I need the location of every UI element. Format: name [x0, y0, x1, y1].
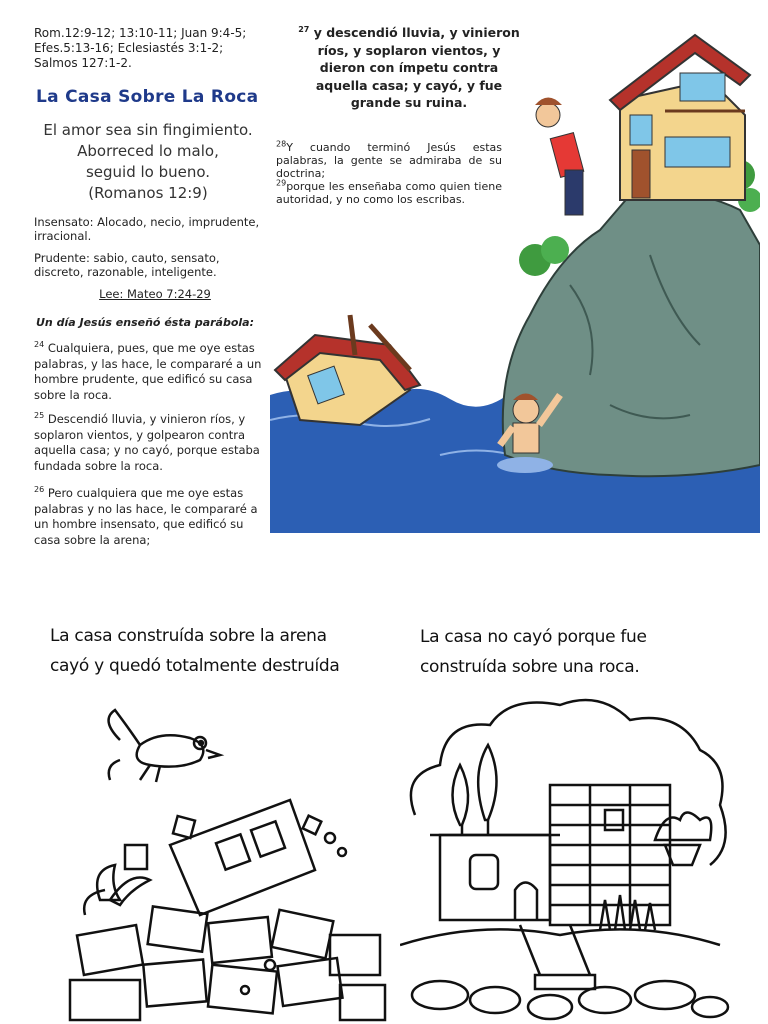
verse-number: 29 — [276, 178, 287, 188]
quote-line: seguid lo bueno. — [85, 163, 211, 181]
verse-text: porque les enseñaba como quien tiene autoridad, y no como los escribas. — [276, 180, 502, 206]
definition-insensato: Insensato: Alocado, necio, imprudente, irracional. — [34, 215, 260, 243]
key-verse-quote — [30, 120, 266, 204]
verse-text: Cualquiera, pues, que me oye estas palabras, y las hace, le compararé a un hombre prudente, que edificó su casa sobre la roca. — [34, 341, 262, 402]
verse-24 — [34, 341, 266, 403]
caption-line: cayó y quedó totalmente destruída — [50, 656, 340, 676]
quote-line: Aborreced lo malo, — [77, 142, 219, 160]
parable-intro: Un día Jesús enseñó ésta parábola: — [36, 316, 255, 329]
caption-standing-house — [420, 622, 720, 682]
caption-fallen-house — [50, 621, 380, 681]
verse-text: Pero cualquiera que me oye estas palabras y no las hace, le compararé a un hombre insensato, que edificó su casa sobre la arena; — [34, 486, 258, 547]
quote-line: El amor sea sin fingimiento. — [43, 121, 253, 139]
caption-line: La casa no cayó porque fue — [420, 627, 647, 647]
verse-number: 27 — [298, 24, 310, 34]
quote-reference: (Romanos 12:9) — [88, 184, 208, 202]
verse-text: Descendió lluvia, y vinieron ríos, y soplaron vientos, y golpearon contra aquella casa; y no cayó, porque estaba fundada sobre la roca. — [34, 412, 260, 473]
verse-text: y descendió lluvia, y vinieron ríos, y soplaron vientos, y dieron con ímpetu contra aquella casa; y cayó, y fue grande su ruina. — [313, 25, 520, 110]
verse-number: 26 — [34, 485, 45, 495]
verse-25 — [34, 412, 266, 474]
caption-line: construída sobre una roca. — [420, 657, 640, 677]
caption-line: La casa construída sobre la arena — [50, 626, 327, 646]
definition-prudente: Prudente: sabio, cauto, sensato, discreto, razonable, inteligente. — [34, 251, 220, 279]
verse-text: Y cuando terminó Jesús estas palabras, la gente se admiraba de su doctrina; — [276, 141, 502, 180]
scripture-references: Rom.12:9-12; 13:10-11; Juan 9:4-5; Efes.5:13-16; Eclesiastés 3:1-2; Salmos 127:1-2. — [34, 26, 247, 70]
verse-number: 25 — [34, 411, 45, 421]
page-title: La Casa Sobre La Roca — [36, 87, 259, 107]
verse-number: 28 — [276, 139, 287, 149]
coloring-collapsed-house — [60, 700, 390, 1024]
parable-illustration — [270, 25, 760, 535]
verse-number: 24 — [34, 340, 45, 350]
reading-reference: Lee: Mateo 7:24-29 — [99, 287, 211, 301]
verse-26 — [34, 486, 266, 548]
coloring-standing-house — [400, 695, 730, 1024]
